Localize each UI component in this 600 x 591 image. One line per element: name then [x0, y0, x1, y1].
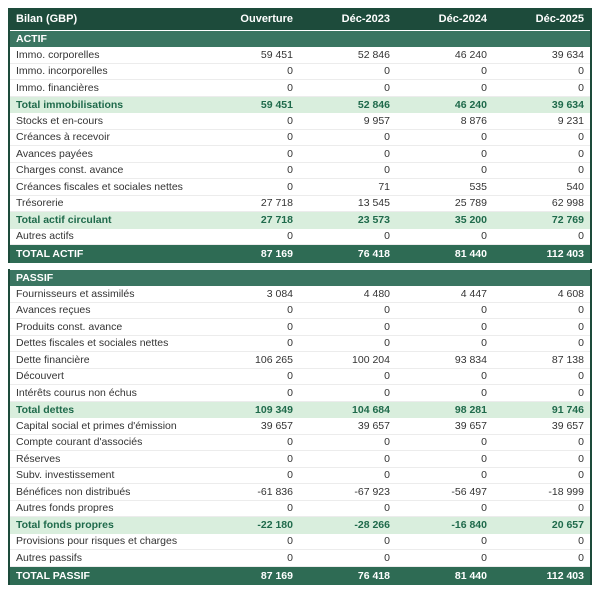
row-value: 100 204 — [352, 353, 390, 366]
row-value: 0 — [384, 81, 390, 94]
row-label: Découvert — [16, 370, 64, 383]
row-label: Créances fiscales et sociales nettes — [16, 180, 183, 193]
row-label: Autres actifs — [16, 230, 74, 243]
row-value: 0 — [287, 180, 293, 193]
row-value: 0 — [384, 551, 390, 564]
row-label: Dettes fiscales et sociales nettes — [16, 337, 169, 350]
row-value: 0 — [287, 81, 293, 94]
row-value: 0 — [481, 65, 487, 78]
row-label: Dette financière — [16, 353, 90, 366]
row-value: 81 440 — [454, 569, 487, 582]
row-value: 76 418 — [357, 248, 390, 260]
row-value: 0 — [384, 320, 390, 333]
column-header-dec-2024: Déc-2024 — [438, 13, 487, 25]
row-value: 0 — [578, 131, 584, 144]
row-value: 0 — [578, 164, 584, 177]
row-label: Autres passifs — [16, 551, 82, 564]
row-value: 0 — [578, 370, 584, 383]
row-label: Avances reçues — [16, 304, 91, 317]
row-value: 0 — [578, 436, 584, 449]
row-label: Total fonds propres — [16, 519, 114, 532]
table-row — [10, 80, 590, 97]
row-value: 0 — [287, 436, 293, 449]
row-value: 39 657 — [357, 419, 390, 432]
row-value: 27 718 — [260, 197, 293, 210]
row-value: 81 440 — [454, 248, 487, 260]
table-row — [10, 468, 590, 485]
table-row — [10, 484, 590, 501]
row-value: 0 — [384, 337, 390, 350]
table-row — [10, 179, 590, 196]
row-value: 0 — [384, 502, 390, 515]
row-value: 4 447 — [460, 287, 487, 300]
row-value: -18 999 — [548, 485, 584, 498]
row-label: Réserves — [16, 452, 61, 465]
row-value: 0 — [578, 81, 584, 94]
table-row — [10, 64, 590, 81]
row-label: Charges const. avance — [16, 164, 124, 177]
table-row — [10, 418, 590, 435]
row-value: 0 — [287, 114, 293, 127]
row-value: 27 718 — [260, 214, 293, 227]
row-value: 39 657 — [551, 419, 584, 432]
row-value: 0 — [384, 469, 390, 482]
row-value: -67 923 — [354, 485, 390, 498]
section-header-passif: PASSIF — [10, 269, 590, 286]
row-value: 0 — [384, 147, 390, 160]
row-value: 106 265 — [255, 353, 293, 366]
row-value: 0 — [384, 386, 390, 399]
row-value: 0 — [287, 386, 293, 399]
row-value: -16 840 — [451, 519, 487, 532]
row-label: Total immobilisations — [16, 98, 124, 111]
table-row — [10, 550, 590, 567]
total-row — [10, 567, 590, 585]
row-value: 0 — [578, 65, 584, 78]
row-value: 87 169 — [260, 248, 293, 260]
row-value: 72 769 — [551, 214, 584, 227]
row-value: -22 180 — [257, 519, 293, 532]
row-value: 0 — [481, 164, 487, 177]
subtotal-row — [10, 517, 590, 534]
row-label: Produits const. avance — [16, 320, 123, 333]
row-value: 0 — [384, 535, 390, 548]
table-row — [10, 352, 590, 369]
row-value: 109 349 — [255, 403, 293, 416]
table-row — [10, 113, 590, 130]
total-row — [10, 245, 590, 263]
table-row — [10, 501, 590, 518]
row-value: 0 — [578, 452, 584, 465]
row-label: Immo. corporelles — [16, 48, 100, 61]
table-row — [10, 229, 590, 246]
row-value: 0 — [481, 502, 487, 515]
subtotal-row — [10, 402, 590, 419]
row-value: 112 403 — [546, 569, 584, 582]
row-value: 35 200 — [454, 214, 487, 227]
row-value: 0 — [287, 131, 293, 144]
section-header-actif: ACTIF — [10, 30, 590, 47]
row-value: 0 — [578, 230, 584, 243]
row-value: 0 — [287, 469, 293, 482]
row-label: Compte courant d'associés — [16, 436, 143, 449]
row-label: Subv. investissement — [16, 469, 115, 482]
row-value: 0 — [578, 469, 584, 482]
row-value: 59 451 — [260, 48, 293, 61]
row-value: 535 — [469, 180, 487, 193]
row-label: Total dettes — [16, 403, 75, 416]
row-value: 39 634 — [551, 48, 584, 61]
row-value: 46 240 — [454, 98, 487, 111]
row-label: Avances payées — [16, 147, 93, 160]
row-value: 0 — [578, 304, 584, 317]
row-value: 0 — [287, 147, 293, 160]
row-value: 91 746 — [551, 403, 584, 416]
row-value: 0 — [287, 230, 293, 243]
row-value: 71 — [378, 180, 390, 193]
row-value: 0 — [578, 502, 584, 515]
row-value: 0 — [481, 370, 487, 383]
row-value: 0 — [384, 131, 390, 144]
row-value: 39 657 — [260, 419, 293, 432]
subtotal-row — [10, 97, 590, 114]
row-value: 87 169 — [260, 569, 293, 582]
table-row — [10, 146, 590, 163]
table-row — [10, 451, 590, 468]
row-value: 0 — [481, 230, 487, 243]
subtotal-row — [10, 212, 590, 229]
row-label: Immo. financières — [16, 81, 99, 94]
row-value: 0 — [481, 304, 487, 317]
actif-table — [8, 8, 592, 263]
row-value: 0 — [287, 535, 293, 548]
row-value: 0 — [578, 551, 584, 564]
row-value: 540 — [566, 180, 584, 193]
row-value: 9 231 — [557, 114, 584, 127]
row-value: 0 — [287, 304, 293, 317]
row-value: 39 634 — [551, 98, 584, 111]
row-value: 0 — [287, 320, 293, 333]
row-value: 0 — [481, 147, 487, 160]
row-value: 0 — [481, 131, 487, 144]
table-row — [10, 385, 590, 402]
table-row — [10, 130, 590, 147]
column-header-ouverture: Ouverture — [240, 13, 293, 25]
table-row — [10, 47, 590, 64]
table-row — [10, 286, 590, 303]
section-slot-actif — [10, 30, 590, 263]
row-value: 46 240 — [454, 48, 487, 61]
row-value: 0 — [384, 164, 390, 177]
row-label: Stocks et en-cours — [16, 114, 103, 127]
row-value: 39 657 — [454, 419, 487, 432]
row-value: 0 — [287, 370, 293, 383]
row-value: 9 957 — [363, 114, 390, 127]
row-label: Fournisseurs et assimilés — [16, 287, 135, 300]
section-slot-passif — [10, 269, 590, 585]
row-value: 0 — [481, 535, 487, 548]
row-value: 0 — [384, 65, 390, 78]
row-value: 0 — [384, 452, 390, 465]
column-header-dec-2025: Déc-2025 — [535, 13, 584, 25]
row-label: Total actif circulant — [16, 214, 112, 227]
row-label: Trésorerie — [16, 197, 64, 210]
row-value: 112 403 — [546, 248, 584, 260]
row-value: 0 — [384, 370, 390, 383]
row-label: TOTAL PASSIF — [16, 569, 90, 582]
row-value: 104 684 — [352, 403, 390, 416]
row-value: -28 266 — [354, 519, 390, 532]
row-value: 52 846 — [357, 48, 390, 61]
row-value: 0 — [481, 452, 487, 465]
row-value: 0 — [481, 436, 487, 449]
row-value: -61 836 — [257, 485, 293, 498]
row-value: 3 084 — [266, 287, 293, 300]
row-value: 0 — [287, 65, 293, 78]
column-header-dec-2023: Déc-2023 — [341, 13, 390, 25]
row-value: 4 608 — [557, 287, 584, 300]
row-value: 52 846 — [357, 98, 390, 111]
row-value: 0 — [481, 81, 487, 94]
row-value: 0 — [578, 337, 584, 350]
row-value: 59 451 — [260, 98, 293, 111]
row-label: Bénéfices non distribués — [16, 485, 131, 498]
row-value: 25 789 — [454, 197, 487, 210]
row-label: Provisions pour risques et charges — [16, 535, 178, 548]
row-value: 0 — [578, 147, 584, 160]
table-header — [10, 8, 590, 30]
table-row — [10, 303, 590, 320]
row-value: 8 876 — [460, 114, 487, 127]
row-value: 0 — [481, 469, 487, 482]
row-label: Immo. incorporelles — [16, 65, 108, 78]
row-label: TOTAL ACTIF — [16, 248, 84, 260]
table-row — [10, 163, 590, 180]
row-value: 0 — [384, 230, 390, 243]
row-value: 0 — [578, 320, 584, 333]
table-row — [10, 534, 590, 551]
row-label: Créances à recevoir — [16, 131, 110, 144]
row-value: 0 — [384, 436, 390, 449]
table-row — [10, 196, 590, 213]
table-row — [10, 369, 590, 386]
row-value: 87 138 — [551, 353, 584, 366]
row-value: 4 480 — [363, 287, 390, 300]
row-value: 93 834 — [454, 353, 487, 366]
row-value: 0 — [384, 304, 390, 317]
row-value: -56 497 — [451, 485, 487, 498]
row-value: 0 — [287, 502, 293, 515]
row-value: 76 418 — [357, 569, 390, 582]
row-value: 98 281 — [454, 403, 487, 416]
row-label: Intérêts courus non échus — [16, 386, 137, 399]
row-value: 0 — [578, 386, 584, 399]
row-value: 0 — [481, 320, 487, 333]
table-row — [10, 336, 590, 353]
row-value: 0 — [287, 164, 293, 177]
passif-table — [8, 269, 592, 585]
table-row — [10, 435, 590, 452]
row-value: 0 — [481, 386, 487, 399]
row-value: 23 573 — [357, 214, 390, 227]
row-value: 13 545 — [357, 197, 390, 210]
row-value: 20 657 — [551, 519, 584, 532]
row-value: 0 — [578, 535, 584, 548]
row-value: 62 998 — [551, 197, 584, 210]
row-label: Autres fonds propres — [16, 502, 114, 515]
row-label: Capital social et primes d'émission — [16, 419, 177, 432]
row-value: 0 — [481, 551, 487, 564]
row-value: 0 — [481, 337, 487, 350]
table-row — [10, 319, 590, 336]
row-value: 0 — [287, 452, 293, 465]
table-title: Bilan (GBP) — [16, 13, 78, 25]
row-value: 0 — [287, 551, 293, 564]
row-value: 0 — [287, 337, 293, 350]
